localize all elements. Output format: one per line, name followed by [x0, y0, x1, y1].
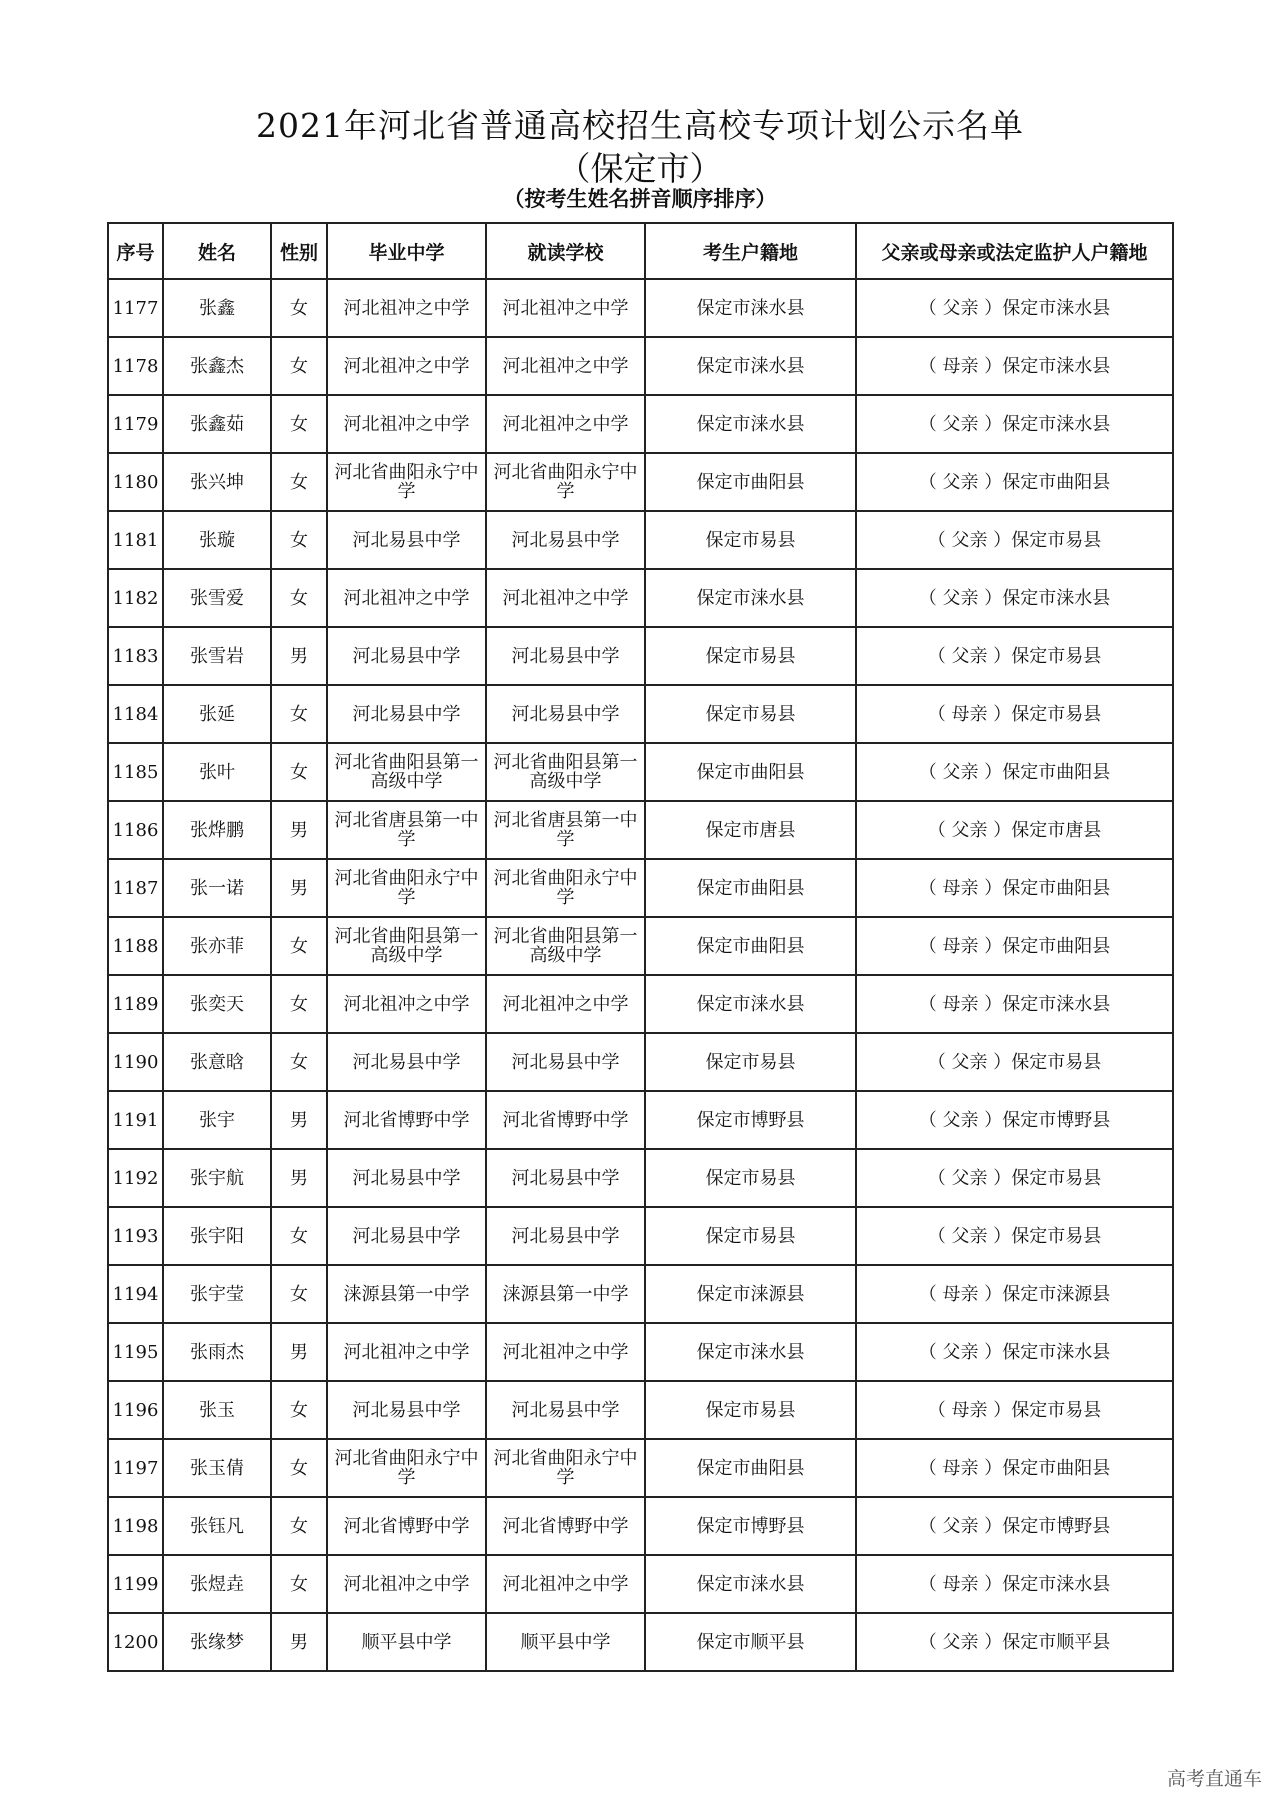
cell-index: 1187: [108, 859, 163, 917]
cell-household-registration: 保定市博野县: [645, 1091, 856, 1149]
cell-current-school: 河北祖冲之中学: [486, 279, 645, 337]
cell-gender: 女: [271, 1033, 327, 1091]
cell-graduated-school: 河北省曲阳永宁中学: [327, 859, 486, 917]
cell-guardian-registration: （ 母亲 ）保定市易县: [856, 685, 1173, 743]
cell-graduated-school: 河北祖冲之中学: [327, 569, 486, 627]
cell-gender: 女: [271, 975, 327, 1033]
cell-index: 1199: [108, 1555, 163, 1613]
cell-gender: 女: [271, 743, 327, 801]
cell-gender: 女: [271, 337, 327, 395]
cell-index: 1194: [108, 1265, 163, 1323]
cell-name: 张奕天: [163, 975, 271, 1033]
cell-index: 1179: [108, 395, 163, 453]
cell-household-registration: 保定市曲阳县: [645, 453, 856, 511]
cell-name: 张宇航: [163, 1149, 271, 1207]
cell-guardian-registration: （ 父亲 ）保定市易县: [856, 1149, 1173, 1207]
cell-household-registration: 保定市易县: [645, 1207, 856, 1265]
table-row: [108, 1555, 1173, 1613]
cell-name: 张鑫杰: [163, 337, 271, 395]
cell-gender: 女: [271, 1497, 327, 1555]
cell-gender: 女: [271, 395, 327, 453]
cell-gender: 女: [271, 917, 327, 975]
cell-guardian-registration: （ 母亲 ）保定市涞源县: [856, 1265, 1173, 1323]
cell-index: 1177: [108, 279, 163, 337]
cell-gender: 女: [271, 569, 327, 627]
cell-current-school: 河北易县中学: [486, 627, 645, 685]
cell-current-school: 河北省曲阳县第一高级中学: [486, 917, 645, 975]
cell-index: 1178: [108, 337, 163, 395]
cell-household-registration: 保定市曲阳县: [645, 859, 856, 917]
table-row: [108, 917, 1173, 975]
cell-gender: 女: [271, 279, 327, 337]
cell-name: 张叶: [163, 743, 271, 801]
cell-current-school: 河北易县中学: [486, 1149, 645, 1207]
cell-guardian-registration: （ 父亲 ）保定市顺平县: [856, 1613, 1173, 1671]
cell-guardian-registration: （ 母亲 ）保定市涞水县: [856, 975, 1173, 1033]
table-row: [108, 1323, 1173, 1381]
cell-current-school: 河北祖冲之中学: [486, 337, 645, 395]
cell-index: 1180: [108, 453, 163, 511]
cell-name: 张缘梦: [163, 1613, 271, 1671]
cell-guardian-registration: （ 母亲 ）保定市曲阳县: [856, 859, 1173, 917]
cell-gender: 男: [271, 1323, 327, 1381]
table-row: [108, 1439, 1173, 1497]
cell-household-registration: 保定市易县: [645, 627, 856, 685]
cell-current-school: 河北祖冲之中学: [486, 569, 645, 627]
table-row: [108, 859, 1173, 917]
cell-graduated-school: 顺平县中学: [327, 1613, 486, 1671]
cell-household-registration: 保定市博野县: [645, 1497, 856, 1555]
cell-index: 1184: [108, 685, 163, 743]
cell-guardian-registration: （ 母亲 ）保定市曲阳县: [856, 917, 1173, 975]
cell-current-school: 河北省唐县第一中学: [486, 801, 645, 859]
cell-graduated-school: 河北省曲阳永宁中学: [327, 453, 486, 511]
cell-name: 张鑫茹: [163, 395, 271, 453]
cell-gender: 女: [271, 685, 327, 743]
cell-name: 张延: [163, 685, 271, 743]
table-row: [108, 337, 1173, 395]
cell-graduated-school: 河北省博野中学: [327, 1091, 486, 1149]
cell-graduated-school: 河北祖冲之中学: [327, 279, 486, 337]
table-row: [108, 395, 1173, 453]
cell-current-school: 河北省曲阳永宁中学: [486, 859, 645, 917]
cell-guardian-registration: （ 母亲 ）保定市涞水县: [856, 337, 1173, 395]
cell-name: 张宇莹: [163, 1265, 271, 1323]
cell-current-school: 河北省曲阳永宁中学: [486, 453, 645, 511]
cell-gender: 男: [271, 1091, 327, 1149]
cell-gender: 男: [271, 627, 327, 685]
document-subtitle: （保定市）: [557, 149, 723, 188]
cell-household-registration: 保定市曲阳县: [645, 917, 856, 975]
cell-name: 张雪岩: [163, 627, 271, 685]
cell-guardian-registration: （ 父亲 ）保定市易县: [856, 1033, 1173, 1091]
cell-household-registration: 保定市易县: [645, 1149, 856, 1207]
cell-name: 张兴坤: [163, 453, 271, 511]
cell-guardian-registration: （ 父亲 ）保定市易县: [856, 1207, 1173, 1265]
cell-name: 张鑫: [163, 279, 271, 337]
document-title: 2021年河北省普通高校招生高校专项计划公示名单: [256, 106, 1024, 145]
cell-household-registration: 保定市易县: [645, 685, 856, 743]
cell-graduated-school: 河北易县中学: [327, 1149, 486, 1207]
cell-current-school: 河北易县中学: [486, 1207, 645, 1265]
cell-guardian-registration: （ 母亲 ）保定市涞水县: [856, 1555, 1173, 1613]
cell-index: 1193: [108, 1207, 163, 1265]
cell-gender: 女: [271, 1555, 327, 1613]
cell-index: 1191: [108, 1091, 163, 1149]
header-current-school: 就读学校: [486, 223, 645, 279]
cell-name: 张宇: [163, 1091, 271, 1149]
cell-guardian-registration: （ 母亲 ）保定市曲阳县: [856, 1439, 1173, 1497]
cell-name: 张雪爱: [163, 569, 271, 627]
cell-current-school: 河北省曲阳永宁中学: [486, 1439, 645, 1497]
cell-graduated-school: 河北祖冲之中学: [327, 975, 486, 1033]
cell-name: 张璇: [163, 511, 271, 569]
cell-guardian-registration: （ 父亲 ）保定市涞水县: [856, 395, 1173, 453]
cell-gender: 男: [271, 1613, 327, 1671]
cell-current-school: 顺平县中学: [486, 1613, 645, 1671]
cell-household-registration: 保定市曲阳县: [645, 1439, 856, 1497]
cell-gender: 女: [271, 1265, 327, 1323]
cell-gender: 男: [271, 1149, 327, 1207]
header-guardian-registration: 父亲或母亲或法定监护人户籍地: [856, 223, 1173, 279]
cell-guardian-registration: （ 父亲 ）保定市涞水县: [856, 1323, 1173, 1381]
cell-guardian-registration: （ 父亲 ）保定市涞水县: [856, 279, 1173, 337]
header-household-registration: 考生户籍地: [645, 223, 856, 279]
table-row: [108, 1149, 1173, 1207]
cell-current-school: 河北祖冲之中学: [486, 975, 645, 1033]
cell-index: 1195: [108, 1323, 163, 1381]
cell-graduated-school: 河北省博野中学: [327, 1497, 486, 1555]
cell-index: 1200: [108, 1613, 163, 1671]
cell-graduated-school: 河北祖冲之中学: [327, 1555, 486, 1613]
table-row: [108, 279, 1173, 337]
header-graduated-school: 毕业中学: [327, 223, 486, 279]
cell-current-school: 河北易县中学: [486, 511, 645, 569]
cell-household-registration: 保定市涞水县: [645, 975, 856, 1033]
table-row: [108, 1033, 1173, 1091]
table-row: [108, 1497, 1173, 1555]
cell-gender: 女: [271, 1439, 327, 1497]
cell-household-registration: 保定市涞水县: [645, 1555, 856, 1613]
cell-gender: 男: [271, 801, 327, 859]
cell-guardian-registration: （ 父亲 ）保定市曲阳县: [856, 453, 1173, 511]
cell-graduated-school: 河北易县中学: [327, 511, 486, 569]
cell-guardian-registration: （ 父亲 ）保定市博野县: [856, 1091, 1173, 1149]
cell-name: 张亦菲: [163, 917, 271, 975]
cell-index: 1197: [108, 1439, 163, 1497]
cell-current-school: 河北易县中学: [486, 685, 645, 743]
cell-household-registration: 保定市涞水县: [645, 337, 856, 395]
header-name: 姓名: [163, 223, 271, 279]
cell-guardian-registration: （ 父亲 ）保定市唐县: [856, 801, 1173, 859]
table-header-row: [108, 223, 1173, 279]
cell-current-school: 河北易县中学: [486, 1381, 645, 1439]
cell-guardian-registration: （ 父亲 ）保定市博野县: [856, 1497, 1173, 1555]
table-row: [108, 569, 1173, 627]
table-row: [108, 975, 1173, 1033]
cell-household-registration: 保定市涞水县: [645, 279, 856, 337]
table-row: [108, 685, 1173, 743]
cell-index: 1196: [108, 1381, 163, 1439]
cell-current-school: 河北祖冲之中学: [486, 1323, 645, 1381]
cell-household-registration: 保定市唐县: [645, 801, 856, 859]
header-index: 序号: [108, 223, 163, 279]
cell-graduated-school: 河北祖冲之中学: [327, 1323, 486, 1381]
cell-household-registration: 保定市涞水县: [645, 395, 856, 453]
candidate-table: [107, 222, 1174, 1672]
cell-gender: 男: [271, 859, 327, 917]
cell-household-registration: 保定市涞水县: [645, 1323, 856, 1381]
table-row: [108, 453, 1173, 511]
cell-guardian-registration: （ 父亲 ）保定市曲阳县: [856, 743, 1173, 801]
table-row: [108, 1381, 1173, 1439]
cell-current-school: 河北省博野中学: [486, 1497, 645, 1555]
cell-name: 张煜垚: [163, 1555, 271, 1613]
cell-graduated-school: 河北祖冲之中学: [327, 395, 486, 453]
cell-gender: 女: [271, 1381, 327, 1439]
cell-graduated-school: 涞源县第一中学: [327, 1265, 486, 1323]
cell-index: 1190: [108, 1033, 163, 1091]
table-row: [108, 627, 1173, 685]
cell-name: 张玉倩: [163, 1439, 271, 1497]
table-row: [108, 1091, 1173, 1149]
cell-name: 张钰凡: [163, 1497, 271, 1555]
cell-index: 1192: [108, 1149, 163, 1207]
cell-graduated-school: 河北易县中学: [327, 685, 486, 743]
cell-graduated-school: 河北易县中学: [327, 627, 486, 685]
table-row: [108, 1613, 1173, 1671]
table-row: [108, 801, 1173, 859]
cell-index: 1181: [108, 511, 163, 569]
cell-name: 张一诺: [163, 859, 271, 917]
cell-graduated-school: 河北省曲阳县第一高级中学: [327, 917, 486, 975]
cell-guardian-registration: （ 父亲 ）保定市涞水县: [856, 569, 1173, 627]
cell-gender: 女: [271, 1207, 327, 1265]
cell-index: 1186: [108, 801, 163, 859]
cell-guardian-registration: （ 父亲 ）保定市易县: [856, 627, 1173, 685]
header-gender: 性别: [271, 223, 327, 279]
table-row: [108, 743, 1173, 801]
table-row: [108, 1265, 1173, 1323]
cell-gender: 女: [271, 453, 327, 511]
cell-current-school: 河北祖冲之中学: [486, 1555, 645, 1613]
cell-graduated-school: 河北祖冲之中学: [327, 337, 486, 395]
cell-guardian-registration: （ 母亲 ）保定市易县: [856, 1381, 1173, 1439]
cell-index: 1188: [108, 917, 163, 975]
cell-graduated-school: 河北省唐县第一中学: [327, 801, 486, 859]
cell-household-registration: 保定市涞水县: [645, 569, 856, 627]
cell-index: 1198: [108, 1497, 163, 1555]
cell-current-school: 河北祖冲之中学: [486, 395, 645, 453]
cell-name: 张雨杰: [163, 1323, 271, 1381]
cell-name: 张意晗: [163, 1033, 271, 1091]
cell-household-registration: 保定市顺平县: [645, 1613, 856, 1671]
cell-household-registration: 保定市易县: [645, 1033, 856, 1091]
cell-graduated-school: 河北易县中学: [327, 1381, 486, 1439]
cell-index: 1185: [108, 743, 163, 801]
cell-gender: 女: [271, 511, 327, 569]
cell-guardian-registration: （ 父亲 ）保定市易县: [856, 511, 1173, 569]
cell-household-registration: 保定市易县: [645, 511, 856, 569]
cell-index: 1183: [108, 627, 163, 685]
cell-name: 张玉: [163, 1381, 271, 1439]
cell-current-school: 河北省曲阳县第一高级中学: [486, 743, 645, 801]
cell-graduated-school: 河北省曲阳县第一高级中学: [327, 743, 486, 801]
cell-current-school: 河北易县中学: [486, 1033, 645, 1091]
cell-graduated-school: 河北易县中学: [327, 1207, 486, 1265]
watermark: 高考直通车: [1166, 1768, 1262, 1790]
table-row: [108, 511, 1173, 569]
cell-graduated-school: 河北易县中学: [327, 1033, 486, 1091]
cell-household-registration: 保定市涞源县: [645, 1265, 856, 1323]
cell-household-registration: 保定市曲阳县: [645, 743, 856, 801]
cell-graduated-school: 河北省曲阳永宁中学: [327, 1439, 486, 1497]
sort-note: （按考生姓名拼音顺序排序）: [503, 187, 777, 211]
cell-household-registration: 保定市易县: [645, 1381, 856, 1439]
cell-current-school: 涞源县第一中学: [486, 1265, 645, 1323]
cell-name: 张宇阳: [163, 1207, 271, 1265]
cell-name: 张烨鹏: [163, 801, 271, 859]
cell-current-school: 河北省博野中学: [486, 1091, 645, 1149]
table-row: [108, 1207, 1173, 1265]
cell-index: 1182: [108, 569, 163, 627]
cell-index: 1189: [108, 975, 163, 1033]
